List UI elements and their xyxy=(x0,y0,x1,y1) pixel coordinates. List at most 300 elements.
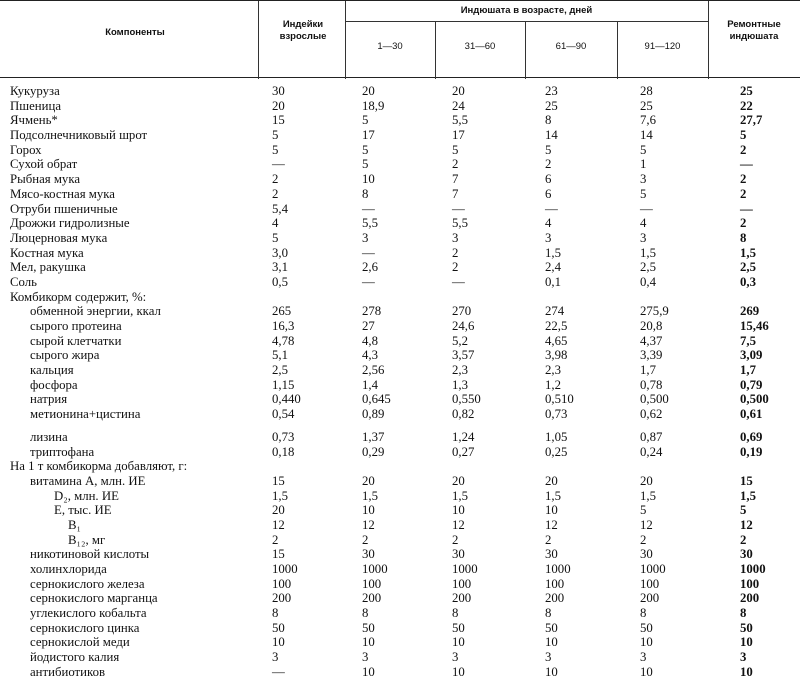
row-label: D₂, млн. ИЕ xyxy=(54,488,119,503)
header-divider xyxy=(345,21,708,22)
row-value: 0,87 xyxy=(640,429,663,444)
row-value: 3 xyxy=(362,230,369,245)
table-row xyxy=(0,591,800,606)
header-age-2: 31—60 xyxy=(464,41,496,52)
row-value: 5 xyxy=(362,113,369,128)
row-value: 10 xyxy=(362,664,375,679)
row-label: Подсолнечниковый шрот xyxy=(10,128,148,143)
row-value: 3 xyxy=(640,650,647,665)
row-value: 0,5 xyxy=(272,274,288,289)
row-value: 4,8 xyxy=(362,333,378,348)
row-value: 0,78 xyxy=(640,377,663,392)
table-row xyxy=(0,348,800,363)
table-row xyxy=(0,445,800,460)
row-value: 24 xyxy=(452,98,465,113)
row-value: 10 xyxy=(740,664,753,679)
row-value: 30 xyxy=(272,84,285,98)
row-value: 3,57 xyxy=(452,348,475,363)
row-value: 1000 xyxy=(452,562,478,576)
table-row xyxy=(0,128,800,143)
row-value: 1,37 xyxy=(362,429,385,444)
table-row xyxy=(0,319,800,334)
row-value: 50 xyxy=(740,620,753,635)
table-row xyxy=(0,260,800,275)
row-value: 5 xyxy=(740,128,747,143)
row-value: 10 xyxy=(452,503,465,518)
row-value: 30 xyxy=(452,547,465,562)
row-value: 0,82 xyxy=(452,407,475,422)
row-value: 3 xyxy=(545,230,552,245)
row-value: 20,8 xyxy=(640,319,663,333)
row-value: 30 xyxy=(640,547,653,562)
row-value: 100 xyxy=(362,576,382,591)
row-value: 10 xyxy=(272,635,285,650)
row-value: 5 xyxy=(545,142,552,157)
header-age-4: 91—120 xyxy=(644,41,681,52)
row-value: 28 xyxy=(640,84,653,98)
row-value: 27,7 xyxy=(740,113,763,128)
row-label: Люцерновая мука xyxy=(10,230,108,245)
row-value: 2 xyxy=(452,157,459,172)
header-age-3: 61—90 xyxy=(555,41,587,52)
table-row xyxy=(0,84,800,99)
row-value: 2 xyxy=(740,172,747,187)
row-value: 0,54 xyxy=(272,407,295,422)
row-label: На 1 т комбикорма добавляют, г: xyxy=(10,459,188,474)
row-value: 3,1 xyxy=(272,260,288,275)
row-value: 0,510 xyxy=(545,392,574,407)
row-value: 0,89 xyxy=(362,407,385,422)
row-label: Пшеница xyxy=(10,98,62,113)
table-row xyxy=(0,172,800,187)
table-row xyxy=(0,430,800,445)
row-value: 200 xyxy=(740,591,760,606)
row-value: 200 xyxy=(452,591,472,606)
row-value: 3 xyxy=(640,172,647,187)
row-value: 5 xyxy=(362,142,369,157)
row-value: 50 xyxy=(272,620,285,635)
row-value: 2 xyxy=(452,532,459,547)
row-value: 1,5 xyxy=(452,488,468,503)
row-value: 4,78 xyxy=(272,333,295,348)
row-label: Костная мука xyxy=(10,245,84,260)
header-divider xyxy=(708,1,709,79)
table-row xyxy=(0,650,800,665)
row-value: 5 xyxy=(362,157,369,172)
row-value: — xyxy=(272,664,285,679)
row-value: 200 xyxy=(362,591,382,606)
row-value: 1,5 xyxy=(362,488,378,503)
row-value: 2 xyxy=(272,532,279,547)
row-value: 15 xyxy=(272,547,285,562)
row-value: 25 xyxy=(740,84,753,98)
row-value: 16,3 xyxy=(272,319,295,333)
row-value: 1,5 xyxy=(740,245,756,260)
row-value: 3 xyxy=(452,650,459,665)
row-value: 2 xyxy=(272,186,279,201)
row-value: 0,69 xyxy=(740,429,763,444)
row-value: — xyxy=(362,201,375,216)
row-value: 8 xyxy=(740,230,747,245)
table-row xyxy=(0,407,800,422)
row-value: 0,1 xyxy=(545,274,561,289)
row-value: 8 xyxy=(362,606,369,621)
row-label: сернокислого марганца xyxy=(30,591,158,606)
row-value: 1,5 xyxy=(272,488,288,503)
table-row xyxy=(0,202,800,217)
row-value: 0,24 xyxy=(640,444,663,459)
row-label: холинхлорида xyxy=(30,562,107,576)
row-value: 12 xyxy=(272,517,285,532)
row-value: 10 xyxy=(362,635,375,650)
row-value: 7,5 xyxy=(740,333,756,348)
row-value: 7 xyxy=(452,186,459,201)
row-value: 30 xyxy=(545,547,558,562)
row-value: 2 xyxy=(740,216,747,231)
row-label: никотиновой кислоты xyxy=(30,547,150,562)
row-value: 12 xyxy=(740,517,753,532)
row-label: Мел, ракушка xyxy=(10,260,86,275)
row-label: лизина xyxy=(30,429,68,444)
row-value: 1,7 xyxy=(640,363,656,378)
table-row xyxy=(0,143,800,158)
row-value: 10 xyxy=(640,635,653,650)
row-label: Дрожжи гидролизные xyxy=(10,216,130,231)
row-value: 20 xyxy=(272,503,285,518)
row-value: 1 xyxy=(640,157,647,172)
row-value: 5 xyxy=(640,503,647,518)
table-row xyxy=(0,577,800,592)
row-value: 14 xyxy=(545,128,558,143)
row-label: Соль xyxy=(10,274,37,289)
header-age-group: Индюшата в возрасте, дней xyxy=(460,5,593,16)
row-value: 3 xyxy=(452,230,459,245)
row-label: сырого жира xyxy=(30,348,100,363)
row-value: — xyxy=(740,157,753,172)
row-value: 8 xyxy=(272,606,279,621)
row-value: 2 xyxy=(452,245,459,260)
table-row xyxy=(0,392,800,407)
row-label: йодистого калия xyxy=(30,650,120,665)
table-row xyxy=(0,459,800,474)
row-label: натрия xyxy=(30,392,68,407)
row-value: 2 xyxy=(452,260,459,275)
row-value: 1000 xyxy=(545,562,571,576)
row-value: 0,4 xyxy=(640,274,656,289)
row-value: 5 xyxy=(740,503,747,518)
table-row xyxy=(0,99,800,114)
row-value: 1,4 xyxy=(362,377,378,392)
row-value: 1,5 xyxy=(640,245,656,260)
row-value: 20 xyxy=(640,473,653,488)
row-value: 0,440 xyxy=(272,392,301,407)
row-value: 0,29 xyxy=(362,444,385,459)
row-value: — xyxy=(740,201,753,216)
row-value: 20 xyxy=(272,98,285,113)
row-label: Ячмень* xyxy=(10,113,58,128)
row-value: 15 xyxy=(740,473,753,488)
row-value: 22,5 xyxy=(545,319,568,333)
row-value: 50 xyxy=(362,620,375,635)
row-value: 1,2 xyxy=(545,377,561,392)
row-value: 100 xyxy=(545,576,565,591)
row-value: 1000 xyxy=(362,562,388,576)
row-value: 14 xyxy=(640,128,653,143)
row-value: 0,3 xyxy=(740,274,756,289)
row-value: 270 xyxy=(452,304,472,319)
row-value: 200 xyxy=(545,591,565,606)
table-row xyxy=(0,157,800,172)
row-value: — xyxy=(272,157,285,172)
row-label: триптофана xyxy=(30,444,95,459)
table-row xyxy=(0,216,800,231)
row-value: — xyxy=(640,201,653,216)
row-value: 0,550 xyxy=(452,392,481,407)
row-value: 18,9 xyxy=(362,98,385,113)
row-label: сырой клетчатки xyxy=(30,333,122,348)
row-value: 20 xyxy=(452,84,465,98)
header-age-1: 1—30 xyxy=(377,41,403,52)
row-label: сернокислой меди xyxy=(30,635,130,650)
row-value: 2 xyxy=(362,532,369,547)
row-value: — xyxy=(452,274,465,289)
row-value: 3 xyxy=(740,650,747,665)
row-value: 100 xyxy=(740,576,760,591)
row-value: 3,98 xyxy=(545,348,568,363)
row-label: Е, тыс. ИЕ xyxy=(54,503,112,518)
row-value: 1,5 xyxy=(545,488,561,503)
row-value: 4,65 xyxy=(545,333,568,348)
row-value: 12 xyxy=(362,517,375,532)
row-value: 2 xyxy=(272,172,279,187)
row-value: 10 xyxy=(362,503,375,518)
row-value: 12 xyxy=(452,517,465,532)
row-value: 0,18 xyxy=(272,444,295,459)
table-row xyxy=(0,518,800,533)
row-value: 7 xyxy=(452,172,459,187)
row-value: 200 xyxy=(640,591,660,606)
row-value: 20 xyxy=(452,473,465,488)
header-components: Компоненты xyxy=(105,27,165,38)
row-value: 15 xyxy=(272,473,285,488)
row-value: 0,73 xyxy=(272,429,295,444)
table-row xyxy=(0,562,800,577)
row-value: 2,5 xyxy=(740,260,756,275)
row-label: витамина А, млн. ИЕ xyxy=(30,473,146,488)
row-value: 4,37 xyxy=(640,333,663,348)
row-value: 0,61 xyxy=(740,407,763,422)
row-value: 30 xyxy=(362,547,375,562)
row-value: 274 xyxy=(545,304,565,319)
row-value: 2,5 xyxy=(640,260,656,275)
row-value: 1,3 xyxy=(452,377,468,392)
row-value: 20 xyxy=(362,473,375,488)
row-value: 2 xyxy=(740,532,747,547)
row-value: 0,79 xyxy=(740,377,763,392)
row-label: B₁₂, мг xyxy=(68,532,106,547)
row-value: 3 xyxy=(640,230,647,245)
row-value: 1,5 xyxy=(740,488,756,503)
row-value: 2 xyxy=(640,532,647,547)
table-row xyxy=(0,503,800,518)
row-value: 1,15 xyxy=(272,377,295,392)
row-value: 1,5 xyxy=(545,245,561,260)
row-value: 27 xyxy=(362,319,375,333)
row-value: 10 xyxy=(545,503,558,518)
row-value: 8 xyxy=(545,606,552,621)
row-value: 2 xyxy=(740,142,747,157)
row-value: 2,3 xyxy=(452,363,468,378)
row-value: 2 xyxy=(545,532,552,547)
row-value: 10 xyxy=(740,635,753,650)
row-value: 5,5 xyxy=(362,216,378,231)
row-value: 30 xyxy=(740,547,753,562)
row-value: 5,1 xyxy=(272,348,288,363)
table-row xyxy=(0,378,800,393)
row-value: 0,73 xyxy=(545,407,568,422)
row-value: 15,46 xyxy=(740,319,769,333)
row-value: 10 xyxy=(452,635,465,650)
row-value: 50 xyxy=(452,620,465,635)
table-row xyxy=(0,334,800,349)
row-value: 0,500 xyxy=(640,392,669,407)
row-label: углекислого кобальта xyxy=(30,606,147,621)
table-row xyxy=(0,635,800,650)
row-value: 0,62 xyxy=(640,407,663,422)
row-value: 4,3 xyxy=(362,348,378,363)
row-value: 5 xyxy=(452,142,459,157)
row-value: 5,2 xyxy=(452,333,468,348)
table-body xyxy=(0,84,800,680)
row-value: 2,6 xyxy=(362,260,378,275)
row-value: 4 xyxy=(272,216,279,231)
row-value: 0,25 xyxy=(545,444,568,459)
table-row xyxy=(0,113,800,128)
row-value: 22 xyxy=(740,98,753,113)
row-value: 1,24 xyxy=(452,429,475,444)
row-value: 24,6 xyxy=(452,319,475,333)
row-value: 0,19 xyxy=(740,444,763,459)
row-value: 0,500 xyxy=(740,392,769,407)
table-row xyxy=(0,304,800,319)
table-row xyxy=(0,246,800,261)
row-value: 100 xyxy=(452,576,472,591)
row-label: обменной энергии, ккал xyxy=(30,304,161,319)
row-value: 10 xyxy=(640,664,653,679)
row-label: сернокислого железа xyxy=(30,576,145,591)
row-label: Кукуруза xyxy=(10,84,60,98)
row-value: 4 xyxy=(640,216,647,231)
row-value: 100 xyxy=(272,576,292,591)
row-value: 100 xyxy=(640,576,660,591)
row-value: 1,7 xyxy=(740,363,756,378)
table-row xyxy=(0,547,800,562)
row-value: 3 xyxy=(545,650,552,665)
row-value: 5 xyxy=(272,230,279,245)
row-value: 5 xyxy=(640,186,647,201)
table-row xyxy=(0,187,800,202)
row-value: 5 xyxy=(640,142,647,157)
row-label: метионина+цистина xyxy=(30,407,141,422)
row-value: 3 xyxy=(362,650,369,665)
row-value: 10 xyxy=(362,172,375,187)
table-row xyxy=(0,474,800,489)
row-value: 50 xyxy=(640,620,653,635)
row-label: Горох xyxy=(10,142,42,157)
table-row xyxy=(0,533,800,548)
table-row xyxy=(0,290,800,305)
header-adult: Индейки взрослые xyxy=(279,19,327,42)
table-row xyxy=(0,275,800,290)
row-value: 3 xyxy=(272,650,279,665)
row-value: 5,4 xyxy=(272,201,288,216)
row-value: 50 xyxy=(545,620,558,635)
row-value: 25 xyxy=(640,98,653,113)
row-label: кальция xyxy=(30,363,74,378)
row-value: 4 xyxy=(545,216,552,231)
table-header xyxy=(0,0,800,78)
row-value: 15 xyxy=(272,113,285,128)
row-value: 23 xyxy=(545,84,558,98)
table-row xyxy=(0,363,800,378)
row-value: 5,5 xyxy=(452,113,468,128)
header-divider xyxy=(258,1,259,79)
row-value: 8 xyxy=(640,606,647,621)
row-label: Комбикорм содержит, %: xyxy=(10,289,147,304)
row-value: 2,56 xyxy=(362,363,385,378)
row-value: 3,09 xyxy=(740,348,763,363)
table-row xyxy=(0,606,800,621)
row-value: 1,5 xyxy=(640,488,656,503)
row-value: — xyxy=(362,274,375,289)
row-value: 1000 xyxy=(740,562,766,576)
row-label: Мясо-костная мука xyxy=(10,186,115,201)
row-value: 7,6 xyxy=(640,113,656,128)
row-value: 3,39 xyxy=(640,348,663,363)
row-value: 8 xyxy=(452,606,459,621)
row-label: Отруби пшеничные xyxy=(10,201,118,216)
row-value: 269 xyxy=(740,304,760,319)
table-row xyxy=(0,231,800,246)
table-row xyxy=(0,621,800,636)
row-value: 8 xyxy=(740,606,747,621)
row-value: 10 xyxy=(545,664,558,679)
row-value: 20 xyxy=(362,84,375,98)
row-value: 10 xyxy=(545,635,558,650)
row-value: 12 xyxy=(640,517,653,532)
row-value: 8 xyxy=(362,186,369,201)
row-label: фосфора xyxy=(30,377,78,392)
row-value: 6 xyxy=(545,186,552,201)
row-value: 2,3 xyxy=(545,363,561,378)
row-value: — xyxy=(545,201,558,216)
row-value: 0,27 xyxy=(452,444,475,459)
row-label: Сухой обрат xyxy=(10,157,78,172)
row-value: — xyxy=(362,245,375,260)
row-value: 17 xyxy=(452,128,465,143)
row-label: Рыбная мука xyxy=(10,172,81,187)
row-label: сернокислого цинка xyxy=(30,620,140,635)
row-value: 2,5 xyxy=(272,363,288,378)
row-value: 1000 xyxy=(640,562,666,576)
table-row xyxy=(0,489,800,504)
row-value: 10 xyxy=(452,664,465,679)
row-value: 8 xyxy=(545,113,552,128)
row-label: антибиотиков xyxy=(30,664,106,679)
row-value: 5 xyxy=(272,128,279,143)
row-label: сырого протеина xyxy=(30,319,122,333)
row-value: 275,9 xyxy=(640,304,669,319)
